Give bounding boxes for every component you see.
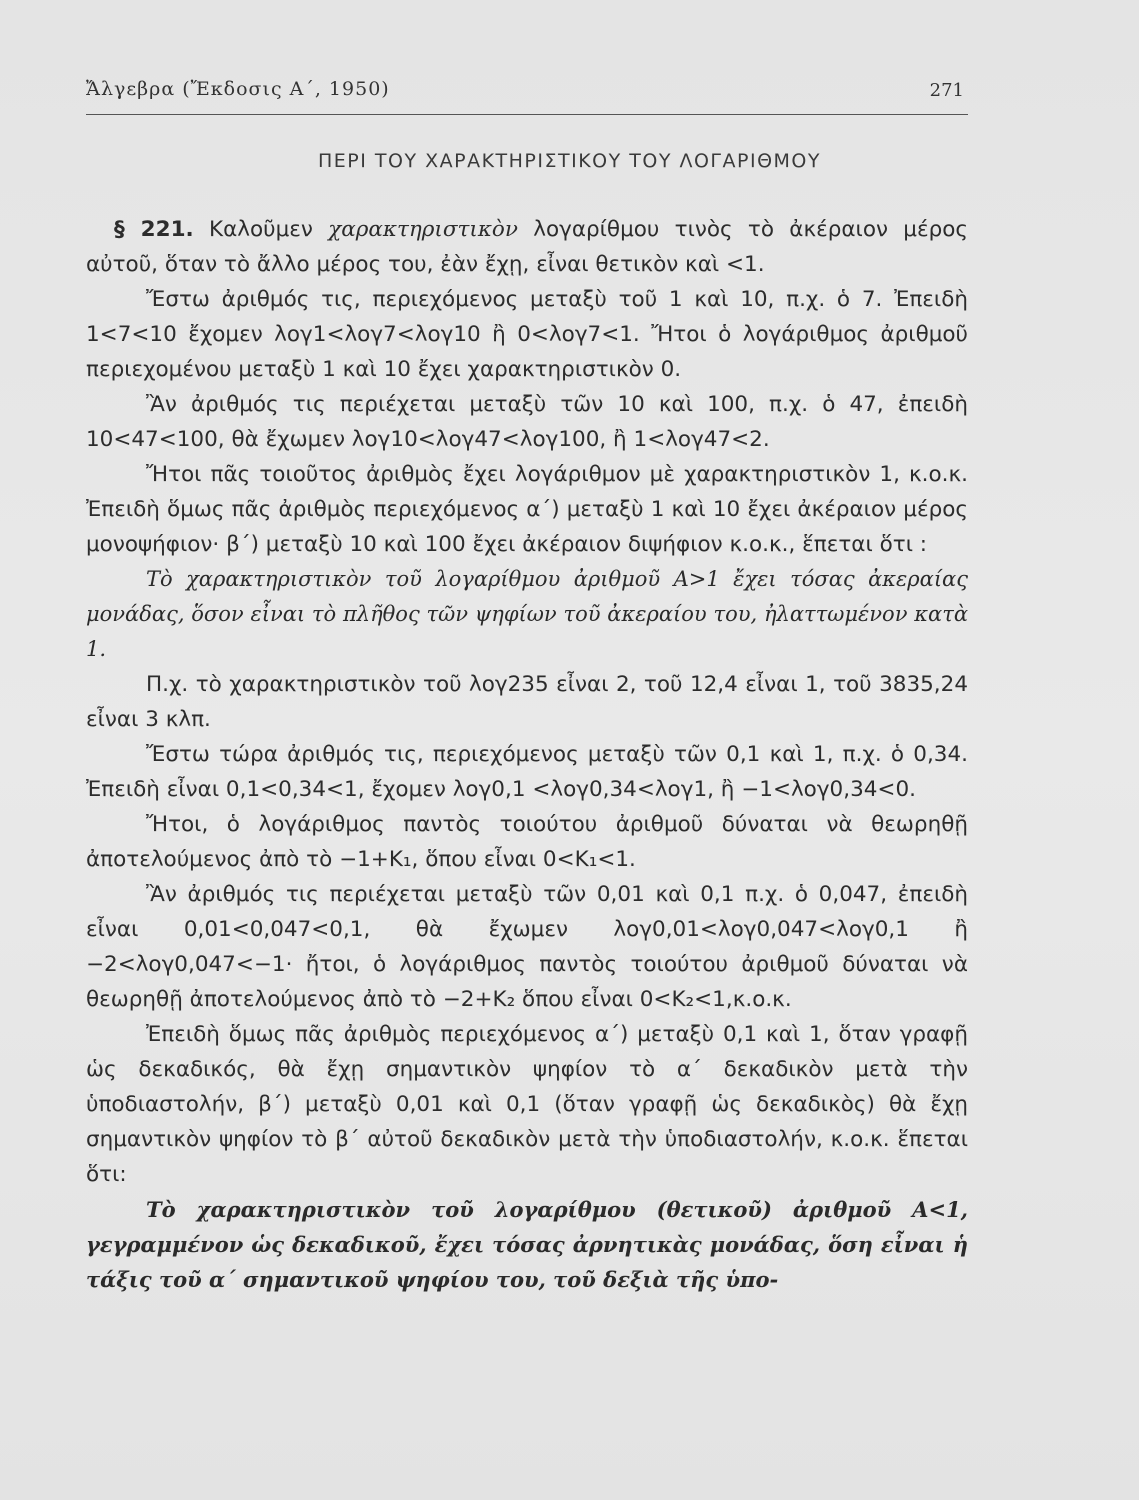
running-title: Ἄλγεβρα (Ἔκδοσις Α΄, 1950) (86, 78, 390, 100)
page-body (86, 212, 968, 1297)
rule-less-than-one: Τὸ χαρακτηριστικὸν τοῦ λογαρίθμου (θετικοῦ) ἀριθμοῦ Α<1, γεγραμμένον ὡς δεκαδικοῦ, ἔχει τόσας ἀρνητικὰς μονάδας, ὅση εἶναι ἡ τάξις τοῦ α΄ σημαντικοῦ ψηφίου του, τοῦ δεξιὰ τῆς ὑπο- (86, 1197, 968, 1292)
section-number: § 221. (114, 217, 194, 242)
page-number: 271 (929, 80, 964, 101)
paragraph-definition (86, 212, 968, 282)
section-title: ΠΕΡΙ ΤΟΥ ΧΑΡΑΚΤΗΡΙΣΤΙΚΟΥ ΤΟΥ ΛΟΓΑΡΙΘΜΟΥ (318, 150, 821, 172)
definition-text-post: λογαρίθμου τινὸς τὸ ἀκέραιον μέρος αὐτοῦ, ὅταν τὸ ἄλλο μέρος του, ἐὰν ἔχῃ, εἶναι θετικὸν καὶ <1. (86, 217, 968, 277)
running-header (86, 74, 968, 115)
paragraph-significant-digit: Ἐπειδὴ ὅμως πᾶς ἀριθμὸς περιεχόμενος α΄) μεταξὺ 0,1 καὶ 1, ὅταν γραφῇ ὡς δεκαδικός, θὰ ἔχῃ σημαντικὸν ψηφίον τὸ α΄ δεκαδικὸν μετὰ τὴν ὑποδιαστολήν, β΄) μεταξὺ 0,01 καὶ 0,1 (ὅταν γραφῇ ὡς δεκαδικὸς) θὰ ἔχῃ σημαντικὸν ψηφίον τὸ β΄ αὐτοῦ δεκαδικὸν μετὰ τὴν ὑποδιαστολήν, κ.ο.κ. ἕπεται ὅτι: (86, 1022, 968, 1187)
rule-greater-than-one: Τὸ χαρακτηριστικὸν τοῦ λογαρίθμου ἀριθμοῦ Α>1 ἔχει τόσας ἀκεραίας μονάδας, ὅσον εἶναι τὸ πλῆθος τῶν ψηφίων τοῦ ἀκεραίου του, ἠλαττωμένον κατὰ 1. (86, 567, 968, 661)
paragraph-examples: Π.χ. τὸ χαρακτηριστικὸν τοῦ λογ235 εἶναι 2, τοῦ 12,4 εἶναι 1, τοῦ 3835,24 εἶναι 3 κλπ. (86, 672, 968, 732)
paragraph-example-0-01: Ἂν ἀριθμός τις περιέχεται μεταξὺ τῶν 0,01 καὶ 0,1 π.χ. ὁ 0,047, ἐπειδὴ εἶναι 0,01<0,047<0,1, θὰ ἔχωμεν λογ0,01<λογ0,047<λογ0,1 ἢ −2<λογ0,047<−1· ἤτοι, ὁ λογάριθμος παντὸς τοιούτου ἀριθμοῦ δύναται νὰ θεωρηθῇ ἀποτελούμενος ἀπὸ τὸ −2+Κ₂ ὅπου εἶναι 0<Κ₂<1,κ.ο.κ. (86, 882, 968, 1012)
paragraph-example-10-100: Ἂν ἀριθμός τις περιέχεται μεταξὺ τῶν 10 καὶ 100, π.χ. ὁ 47, ἐπειδὴ 10<47<100, θὰ ἔχωμεν λογ10<λογ47<λογ100, ἢ 1<λογ47<2. (86, 392, 968, 452)
definition-term: χαρακτηριστικὸν (328, 217, 518, 242)
paragraph-example-1-10: Ἔστω ἀριθμός τις, περιεχόμενος μεταξὺ τοῦ 1 καὶ 10, π.χ. ὁ 7. Ἐπειδὴ 1<7<10 ἔχομεν λογ1<λογ7<λογ10 ἢ 0<λογ7<1. Ἤτοι ὁ λογάριθμος ἀριθμοῦ περιεχομένου μεταξὺ 1 καὶ 10 ἔχει χαρακτηριστικὸν 0. (86, 287, 968, 382)
definition-text-pre: Καλοῦμεν (193, 217, 329, 242)
paragraph-k1: Ἤτοι, ὁ λογάριθμος παντὸς τοιούτου ἀριθμοῦ δύναται νὰ θεωρηθῇ ἀποτελούμενος ἀπὸ τὸ −1+Κ₁, ὅπου εἶναι 0<Κ₁<1. (86, 812, 968, 872)
paragraph-generalization: Ἤτοι πᾶς τοιοῦτος ἀριθμὸς ἔχει λογάριθμον μὲ χαρακτηριστικὸν 1, κ.ο.κ. Ἐπειδὴ ὅμως πᾶς ἀριθμὸς περιεχόμενος α΄) μεταξὺ 1 καὶ 10 ἔχει ἀκέραιον μέρος μονοψήφιον· β΄) μεταξὺ 10 καὶ 100 ἔχει ἀκέραιον διψήφιον κ.ο.κ., ἕπεται ὅτι : (86, 462, 968, 557)
paragraph-example-0-1: Ἔστω τώρα ἀριθμός τις, περιεχόμενος μεταξὺ τῶν 0,1 καὶ 1, π.χ. ὁ 0,34. Ἐπειδὴ εἶναι 0,1<0,34<1, ἔχομεν λογ0,1 <λογ0,34<λογ1, ἢ −1<λογ0,34<0. (86, 742, 968, 802)
